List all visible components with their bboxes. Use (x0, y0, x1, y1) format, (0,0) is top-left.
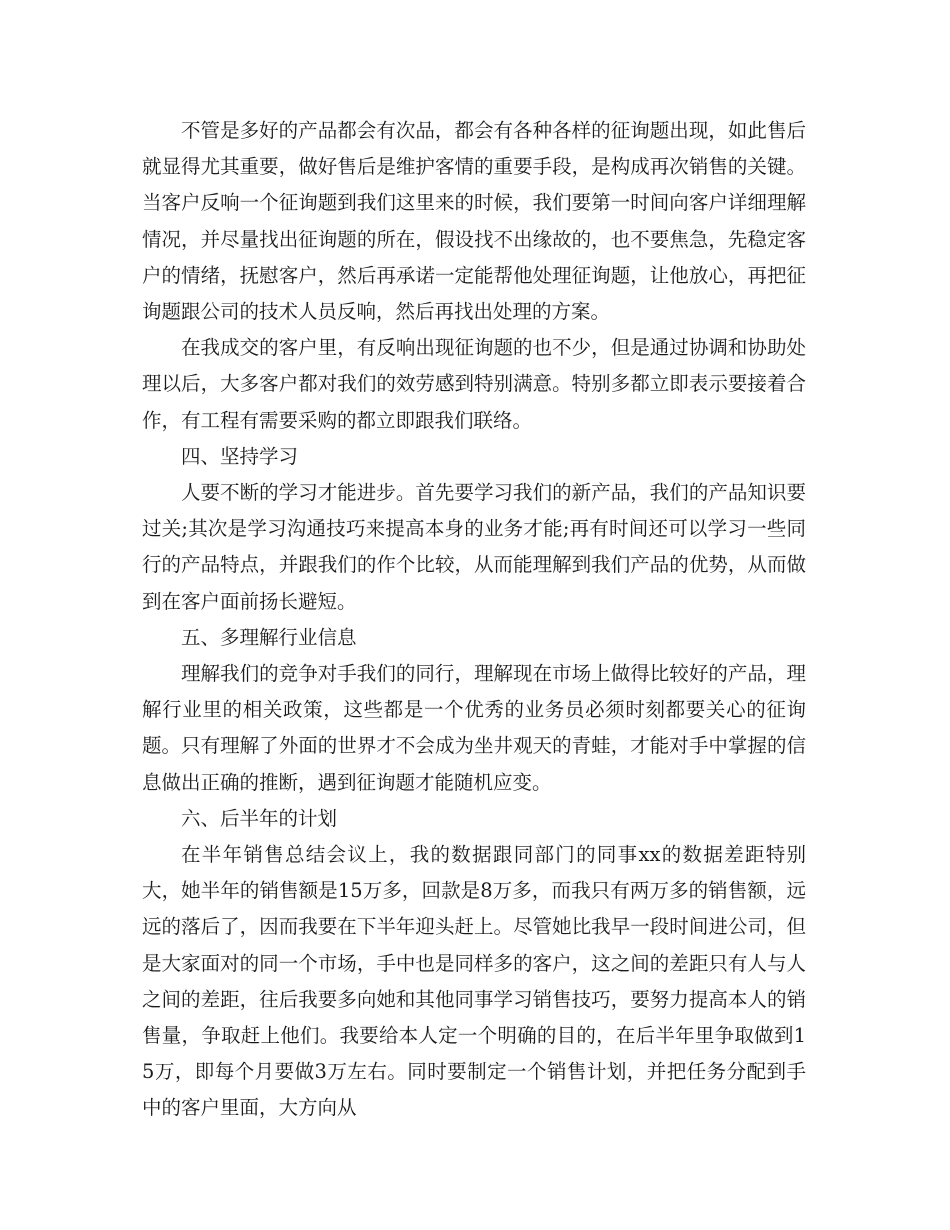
paragraph-customer-feedback: 在我成交的客户里，有反响出现征询题的也不少，但是通过协调和协助处理以后，大多客户都对我们的效劳感到特别满意。特别多都立即表示要接着合作，有工程有需要采购的都立即跟我们联络。 (142, 336, 806, 432)
paragraph-industry-info: 理解我们的竞争对手我们的同行，理解现在市场上做得比较好的产品，理解行业里的相关政策，这些都是一个优秀的业务员必须时刻都要关心的征询题。只有理解了外面的世界才不会成为坐井观天的青蛙，才能对手中掌握的信息做出正确的推断，遇到征询题才能随机应变。 (142, 662, 806, 794)
section-heading-second-half-plan: 六、后半年的计划 (181, 806, 338, 830)
paragraph-after-sales: 不管是多好的产品都会有次品，都会有各种各样的征询题出现，如此售后就显得尤其重要，做好售后是维护客情的重要手段，是构成再次销售的关键。当客户反响一个征询题到我们这里来的时候，我们要第一时间向客户详细理解情况，并尽量找出征询题的所在，假设找不出缘故的，也不要焦急，先稳定客户的情绪，抚慰客户，然后再承诺一定能帮他处理征询题，让他放心，再把征询题跟公司的技术人员反响，然后再找出处理的方案。 (142, 119, 806, 324)
paragraph-learning: 人要不断的学习才能进步。首先要学习我们的新产品，我们的产品知识要过关;其次是学习沟通技巧来提高本身的业务才能;再有时间还可以学习一些同行的产品特点，并跟我们的作个比较，从而能理解到我们产品的优势，从而做到在客户面前扬长避短。 (142, 481, 806, 613)
section-heading-keep-learning: 四、坚持学习 (181, 444, 299, 468)
section-heading-industry-info: 五、多理解行业信息 (181, 625, 357, 649)
document-body (142, 113, 806, 1127)
paragraph-second-half-plan: 在半年销售总结会议上，我的数据跟同部门的同事xx的数据差距特别大，她半年的销售额是15万多，回款是8万多，而我只有两万多的销售额，远远的落后了，因而我要在下半年迎头赶上。尽管她比我早一段时间进公司，但是大家面对的同一个市场，手中也是同样多的客户，这之间的差距只有人与人之间的差距，往后我要多向她和其他同事学习销售技巧，要努力提高本人的销售量，争取赶上他们。我要给本人定一个明确的目的，在后半年里争取做到15万，即每个月要做3万左右。同时要制定一个销售计划，并把任务分配到手中的客户里面，大方向从 (142, 843, 806, 1120)
